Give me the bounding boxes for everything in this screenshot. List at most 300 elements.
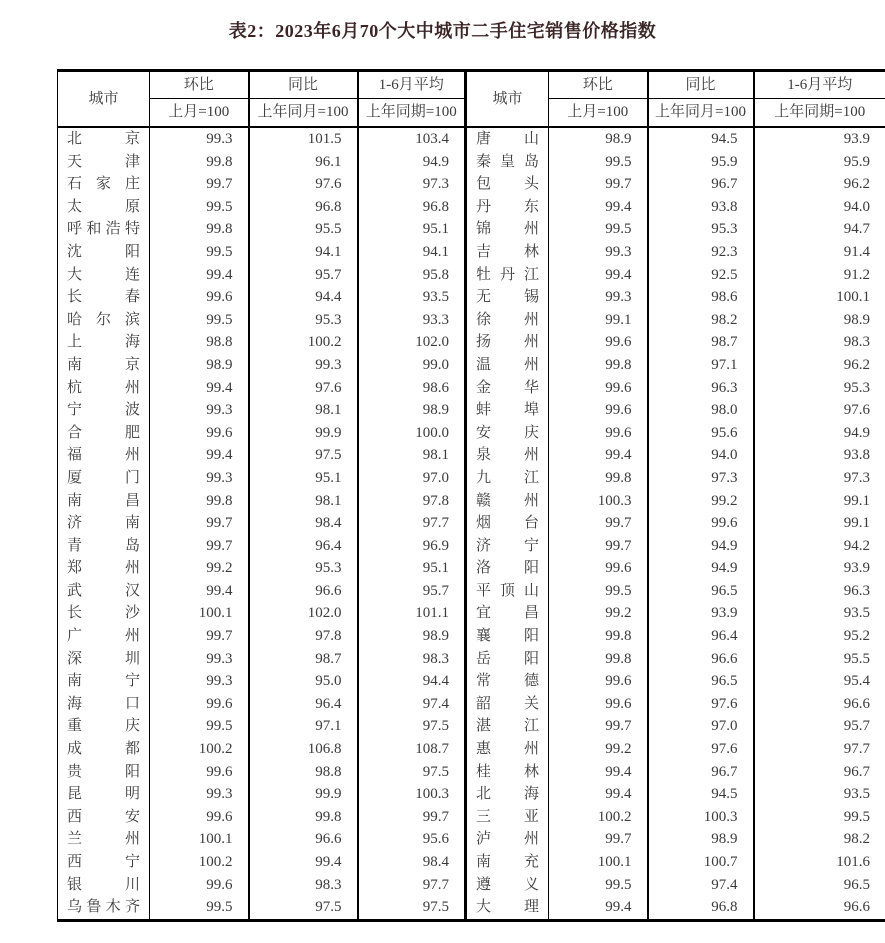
table-row bbox=[58, 173, 885, 196]
city-cell-left: 长春 bbox=[58, 286, 150, 309]
mom-cell-left: 99.3 bbox=[150, 783, 249, 806]
avg-cell-right: 95.7 bbox=[843, 718, 870, 735]
yoy-cell-left: 98.4 bbox=[249, 512, 358, 535]
city-cell-right: 包头 bbox=[466, 173, 549, 196]
table-row bbox=[58, 625, 885, 648]
yoy-cell-right: 96.8 bbox=[648, 896, 754, 920]
mom-cell-right: 98.9 bbox=[549, 127, 648, 151]
city-cell-left: 西宁 bbox=[58, 851, 150, 874]
table-row bbox=[58, 467, 885, 490]
avg-cell-right: 95.4 bbox=[843, 673, 870, 690]
header-avg-base-left: 上年同期=100 bbox=[358, 99, 466, 128]
avg-cell-left: 99.0 bbox=[358, 354, 466, 377]
mom-cell-right: 99.2 bbox=[549, 602, 648, 625]
avg-cell-left: 97.5 bbox=[358, 761, 466, 784]
avg-cell-right: 95.9 bbox=[843, 153, 870, 170]
city-cell-left: 青岛 bbox=[58, 535, 150, 558]
city-cell-left: 郑州 bbox=[58, 557, 150, 580]
yoy-cell-left: 96.1 bbox=[249, 151, 358, 174]
yoy-cell-right: 99.2 bbox=[648, 490, 754, 513]
yoy-cell-right: 94.5 bbox=[648, 783, 754, 806]
city-cell-left: 成都 bbox=[58, 738, 150, 761]
avg-cell-left: 95.6 bbox=[358, 828, 466, 851]
city-cell-right: 吉林 bbox=[466, 241, 549, 264]
table-row bbox=[58, 761, 885, 784]
city-cell-right: 蚌埠 bbox=[466, 399, 549, 422]
yoy-cell-right: 96.4 bbox=[648, 625, 754, 648]
mom-cell-right: 100.1 bbox=[549, 851, 648, 874]
avg-cell-left: 93.5 bbox=[358, 286, 466, 309]
table-header bbox=[58, 71, 885, 128]
yoy-cell-left: 96.6 bbox=[249, 828, 358, 851]
table-row bbox=[58, 512, 885, 535]
yoy-cell-left: 97.6 bbox=[249, 173, 358, 196]
yoy-cell-right: 97.6 bbox=[648, 738, 754, 761]
city-cell-right: 湛江 bbox=[466, 715, 549, 738]
table-row bbox=[58, 602, 885, 625]
city-cell-left: 北京 bbox=[58, 127, 150, 151]
yoy-cell-left: 98.1 bbox=[249, 399, 358, 422]
yoy-cell-right: 100.7 bbox=[648, 851, 754, 874]
mom-cell-left: 99.6 bbox=[150, 806, 249, 829]
city-cell-right: 三亚 bbox=[466, 806, 549, 829]
yoy-cell-left: 98.8 bbox=[249, 761, 358, 784]
mom-cell-left: 99.6 bbox=[150, 761, 249, 784]
city-cell-left: 沈阳 bbox=[58, 241, 150, 264]
avg-cell-right: 97.3 bbox=[843, 469, 870, 486]
avg-cell-left: 98.3 bbox=[358, 648, 466, 671]
mom-cell-right: 99.1 bbox=[549, 309, 648, 332]
avg-cell-left: 94.9 bbox=[358, 151, 466, 174]
city-cell-right: 安庆 bbox=[466, 422, 549, 445]
mom-cell-left: 100.2 bbox=[150, 851, 249, 874]
mom-cell-right: 99.8 bbox=[549, 625, 648, 648]
table-row bbox=[58, 444, 885, 467]
table-row bbox=[58, 648, 885, 671]
mom-cell-right: 99.6 bbox=[549, 399, 648, 422]
city-cell-right: 烟台 bbox=[466, 512, 549, 535]
header-city-right: 城市 bbox=[466, 71, 549, 128]
mom-cell-left: 100.2 bbox=[150, 738, 249, 761]
header-yoy-left: 同比 bbox=[249, 71, 358, 99]
avg-cell-left: 102.0 bbox=[358, 331, 466, 354]
mom-cell-right: 99.5 bbox=[549, 218, 648, 241]
city-cell-right: 南充 bbox=[466, 851, 549, 874]
city-cell-right: 岳阳 bbox=[466, 648, 549, 671]
mom-cell-right: 99.6 bbox=[549, 557, 648, 580]
table-row bbox=[58, 783, 885, 806]
yoy-cell-left: 97.6 bbox=[249, 377, 358, 400]
yoy-cell-right: 97.3 bbox=[648, 467, 754, 490]
avg-cell-left: 100.0 bbox=[358, 422, 466, 445]
avg-cell-right: 97.6 bbox=[843, 402, 870, 419]
header-mom-base-right: 上月=100 bbox=[549, 99, 648, 128]
city-cell-left: 南宁 bbox=[58, 670, 150, 693]
avg-cell-right: 95.3 bbox=[843, 379, 870, 396]
city-cell-right: 平顶山 bbox=[466, 580, 549, 603]
avg-cell-left: 98.1 bbox=[358, 444, 466, 467]
avg-cell-left: 97.7 bbox=[358, 512, 466, 535]
avg-cell-right: 93.9 bbox=[843, 131, 870, 147]
city-cell-right: 丹东 bbox=[466, 196, 549, 219]
yoy-cell-right: 96.7 bbox=[648, 761, 754, 784]
avg-cell-left: 95.8 bbox=[358, 264, 466, 287]
city-cell-left: 哈尔滨 bbox=[58, 309, 150, 332]
table-row bbox=[58, 715, 885, 738]
mom-cell-right: 99.4 bbox=[549, 783, 648, 806]
city-cell-right: 常德 bbox=[466, 670, 549, 693]
mom-cell-right: 99.4 bbox=[549, 196, 648, 219]
mom-cell-right: 99.6 bbox=[549, 693, 648, 716]
city-cell-right: 秦皇岛 bbox=[466, 151, 549, 174]
avg-cell-left: 100.3 bbox=[358, 783, 466, 806]
mom-cell-left: 99.5 bbox=[150, 241, 249, 264]
mom-cell-right: 99.5 bbox=[549, 874, 648, 897]
mom-cell-left: 98.8 bbox=[150, 331, 249, 354]
header-yoy-base-right: 上年同月=100 bbox=[648, 99, 754, 128]
table-row bbox=[58, 851, 885, 874]
table-row bbox=[58, 535, 885, 558]
yoy-cell-left: 99.9 bbox=[249, 422, 358, 445]
city-cell-left: 太原 bbox=[58, 196, 150, 219]
avg-cell-right: 98.2 bbox=[843, 831, 870, 848]
avg-cell-right: 96.5 bbox=[843, 876, 870, 893]
city-cell-left: 宁波 bbox=[58, 399, 150, 422]
city-cell-left: 福州 bbox=[58, 444, 150, 467]
yoy-cell-right: 98.9 bbox=[648, 828, 754, 851]
yoy-cell-left: 95.7 bbox=[249, 264, 358, 287]
table-row bbox=[58, 490, 885, 513]
city-cell-right: 赣州 bbox=[466, 490, 549, 513]
city-cell-left: 天津 bbox=[58, 151, 150, 174]
yoy-cell-left: 106.8 bbox=[249, 738, 358, 761]
avg-cell-right: 93.5 bbox=[843, 605, 870, 622]
city-cell-right: 遵义 bbox=[466, 874, 549, 897]
avg-cell-left: 95.1 bbox=[358, 218, 466, 241]
mom-cell-left: 99.5 bbox=[150, 309, 249, 332]
mom-cell-right: 99.6 bbox=[549, 377, 648, 400]
yoy-cell-right: 94.9 bbox=[648, 557, 754, 580]
mom-cell-left: 99.7 bbox=[150, 173, 249, 196]
table-row bbox=[58, 309, 885, 332]
mom-cell-left: 99.4 bbox=[150, 264, 249, 287]
table-row bbox=[58, 127, 885, 151]
yoy-cell-left: 94.1 bbox=[249, 241, 358, 264]
avg-cell-right: 101.6 bbox=[836, 854, 870, 870]
city-cell-right: 洛阳 bbox=[466, 557, 549, 580]
mom-cell-right: 99.3 bbox=[549, 241, 648, 264]
table-row bbox=[58, 264, 885, 287]
table-row bbox=[58, 806, 885, 829]
avg-cell-right: 98.3 bbox=[843, 334, 870, 351]
mom-cell-left: 99.6 bbox=[150, 874, 249, 897]
mom-cell-left: 99.3 bbox=[150, 127, 249, 151]
avg-cell-right: 94.2 bbox=[843, 537, 870, 554]
mom-cell-right: 99.4 bbox=[549, 444, 648, 467]
city-cell-left: 杭州 bbox=[58, 377, 150, 400]
yoy-cell-left: 98.1 bbox=[249, 490, 358, 513]
mom-cell-right: 99.7 bbox=[549, 512, 648, 535]
avg-cell-right: 91.4 bbox=[843, 243, 870, 260]
city-cell-right: 徐州 bbox=[466, 309, 549, 332]
avg-cell-right: 98.9 bbox=[843, 311, 870, 328]
table-row bbox=[58, 377, 885, 400]
avg-cell-right: 96.6 bbox=[843, 695, 870, 712]
mom-cell-right: 99.5 bbox=[549, 151, 648, 174]
mom-cell-left: 99.4 bbox=[150, 580, 249, 603]
city-cell-left: 石家庄 bbox=[58, 173, 150, 196]
avg-cell-right: 96.2 bbox=[843, 356, 870, 373]
yoy-cell-left: 99.3 bbox=[249, 354, 358, 377]
city-cell-left: 深圳 bbox=[58, 648, 150, 671]
city-cell-right: 韶关 bbox=[466, 693, 549, 716]
avg-cell-left: 103.4 bbox=[358, 127, 466, 151]
mom-cell-left: 99.3 bbox=[150, 670, 249, 693]
avg-cell-right: 96.2 bbox=[843, 176, 870, 193]
avg-cell-right: 96.6 bbox=[843, 899, 870, 916]
yoy-cell-left: 99.4 bbox=[249, 851, 358, 874]
avg-cell-right: 93.9 bbox=[843, 560, 870, 577]
yoy-cell-right: 93.8 bbox=[648, 196, 754, 219]
table-row bbox=[58, 874, 885, 897]
mom-cell-left: 99.7 bbox=[150, 625, 249, 648]
mom-cell-left: 99.3 bbox=[150, 467, 249, 490]
header-avg-right: 1-6月平均 bbox=[754, 71, 885, 99]
avg-cell-left: 98.4 bbox=[358, 851, 466, 874]
avg-cell-right: 94.7 bbox=[843, 221, 870, 238]
yoy-cell-right: 92.3 bbox=[648, 241, 754, 264]
mom-cell-left: 99.4 bbox=[150, 377, 249, 400]
city-cell-right: 唐山 bbox=[466, 127, 549, 151]
avg-cell-left: 98.9 bbox=[358, 399, 466, 422]
header-mom-right: 环比 bbox=[549, 71, 648, 99]
mom-cell-right: 99.3 bbox=[549, 286, 648, 309]
avg-cell-left: 96.9 bbox=[358, 535, 466, 558]
header-yoy-right: 同比 bbox=[648, 71, 754, 99]
city-cell-right: 金华 bbox=[466, 377, 549, 400]
yoy-cell-right: 97.4 bbox=[648, 874, 754, 897]
mom-cell-left: 99.6 bbox=[150, 422, 249, 445]
city-cell-right: 大理 bbox=[466, 896, 549, 920]
mom-cell-left: 99.7 bbox=[150, 535, 249, 558]
mom-cell-left: 99.3 bbox=[150, 648, 249, 671]
mom-cell-right: 99.4 bbox=[549, 264, 648, 287]
avg-cell-left: 97.5 bbox=[358, 715, 466, 738]
avg-cell-right: 99.5 bbox=[843, 808, 870, 825]
yoy-cell-left: 97.8 bbox=[249, 625, 358, 648]
avg-cell-right: 99.1 bbox=[843, 492, 870, 509]
table-row bbox=[58, 738, 885, 761]
city-cell-right: 惠州 bbox=[466, 738, 549, 761]
yoy-cell-left: 96.6 bbox=[249, 580, 358, 603]
yoy-cell-right: 100.3 bbox=[648, 806, 754, 829]
city-cell-left: 武汉 bbox=[58, 580, 150, 603]
yoy-cell-right: 93.9 bbox=[648, 602, 754, 625]
avg-cell-right: 94.0 bbox=[843, 198, 870, 215]
avg-cell-left: 97.3 bbox=[358, 173, 466, 196]
city-cell-left: 昆明 bbox=[58, 783, 150, 806]
city-cell-left: 长沙 bbox=[58, 602, 150, 625]
avg-cell-left: 96.8 bbox=[358, 196, 466, 219]
avg-cell-left: 94.4 bbox=[358, 670, 466, 693]
avg-cell-left: 97.4 bbox=[358, 693, 466, 716]
yoy-cell-right: 92.5 bbox=[648, 264, 754, 287]
yoy-cell-left: 97.1 bbox=[249, 715, 358, 738]
mom-cell-left: 99.6 bbox=[150, 693, 249, 716]
avg-cell-left: 98.6 bbox=[358, 377, 466, 400]
yoy-cell-left: 98.7 bbox=[249, 648, 358, 671]
table-row bbox=[58, 828, 885, 851]
avg-cell-right: 96.7 bbox=[843, 763, 870, 780]
mom-cell-right: 99.7 bbox=[549, 535, 648, 558]
mom-cell-left: 99.7 bbox=[150, 512, 249, 535]
city-cell-left: 大连 bbox=[58, 264, 150, 287]
avg-cell-left: 98.9 bbox=[358, 625, 466, 648]
city-cell-right: 无锡 bbox=[466, 286, 549, 309]
avg-cell-left: 97.5 bbox=[358, 896, 466, 920]
mom-cell-left: 99.5 bbox=[150, 196, 249, 219]
avg-cell-left: 95.1 bbox=[358, 557, 466, 580]
mom-cell-left: 99.8 bbox=[150, 218, 249, 241]
yoy-cell-left: 97.5 bbox=[249, 896, 358, 920]
table-row bbox=[58, 151, 885, 174]
yoy-cell-left: 96.4 bbox=[249, 693, 358, 716]
table-row bbox=[58, 580, 885, 603]
header-mom-left: 环比 bbox=[150, 71, 249, 99]
avg-cell-left: 95.7 bbox=[358, 580, 466, 603]
avg-cell-left: 108.7 bbox=[358, 738, 466, 761]
mom-cell-left: 99.6 bbox=[150, 286, 249, 309]
city-cell-left: 海口 bbox=[58, 693, 150, 716]
header-avg-base-right: 上年同期=100 bbox=[754, 99, 885, 128]
city-cell-left: 呼和浩特 bbox=[58, 218, 150, 241]
table-row bbox=[58, 896, 885, 920]
city-cell-right: 襄阳 bbox=[466, 625, 549, 648]
mom-cell-right: 99.6 bbox=[549, 422, 648, 445]
yoy-cell-right: 95.9 bbox=[648, 151, 754, 174]
mom-cell-left: 99.8 bbox=[150, 490, 249, 513]
avg-cell-right: 93.8 bbox=[843, 447, 870, 464]
yoy-cell-right: 95.3 bbox=[648, 218, 754, 241]
avg-cell-left: 99.7 bbox=[358, 806, 466, 829]
yoy-cell-right: 94.5 bbox=[648, 127, 754, 151]
mom-cell-right: 99.8 bbox=[549, 648, 648, 671]
mom-cell-right: 99.7 bbox=[549, 173, 648, 196]
page-title: 表2：2023年6月70个大中城市二手住宅销售价格指数 bbox=[228, 21, 657, 41]
city-cell-right: 扬州 bbox=[466, 331, 549, 354]
city-cell-right: 泸州 bbox=[466, 828, 549, 851]
mom-cell-right: 99.8 bbox=[549, 467, 648, 490]
yoy-cell-left: 100.2 bbox=[249, 331, 358, 354]
yoy-cell-left: 95.5 bbox=[249, 218, 358, 241]
avg-cell-right: 95.2 bbox=[843, 628, 870, 645]
yoy-cell-right: 95.6 bbox=[648, 422, 754, 445]
mom-cell-right: 99.7 bbox=[549, 715, 648, 738]
mom-cell-right: 99.7 bbox=[549, 828, 648, 851]
avg-cell-right: 100.1 bbox=[836, 289, 870, 306]
avg-cell-left: 101.1 bbox=[358, 602, 466, 625]
yoy-cell-left: 95.3 bbox=[249, 309, 358, 332]
table-row bbox=[58, 218, 885, 241]
header-yoy-base-left: 上年同月=100 bbox=[249, 99, 358, 128]
mom-cell-right: 99.2 bbox=[549, 738, 648, 761]
city-cell-left: 贵阳 bbox=[58, 761, 150, 784]
header-row-groups bbox=[58, 71, 885, 99]
yoy-cell-left: 102.0 bbox=[249, 602, 358, 625]
mom-cell-left: 99.5 bbox=[150, 896, 249, 920]
yoy-cell-right: 96.5 bbox=[648, 580, 754, 603]
mom-cell-left: 99.2 bbox=[150, 557, 249, 580]
yoy-cell-right: 96.7 bbox=[648, 173, 754, 196]
city-cell-left: 合肥 bbox=[58, 422, 150, 445]
yoy-cell-right: 99.6 bbox=[648, 512, 754, 535]
mom-cell-left: 99.3 bbox=[150, 399, 249, 422]
avg-cell-right: 94.9 bbox=[843, 424, 870, 441]
city-cell-left: 南京 bbox=[58, 354, 150, 377]
mom-cell-left: 99.4 bbox=[150, 444, 249, 467]
avg-cell-left: 97.0 bbox=[358, 467, 466, 490]
yoy-cell-right: 96.5 bbox=[648, 670, 754, 693]
yoy-cell-left: 95.1 bbox=[249, 467, 358, 490]
avg-cell-right: 97.7 bbox=[843, 741, 870, 758]
table-row bbox=[58, 241, 885, 264]
avg-cell-left: 94.1 bbox=[358, 241, 466, 264]
city-cell-right: 北海 bbox=[466, 783, 549, 806]
avg-cell-left: 97.8 bbox=[358, 490, 466, 513]
avg-cell-right: 95.5 bbox=[843, 650, 870, 667]
yoy-cell-left: 99.9 bbox=[249, 783, 358, 806]
header-avg-left: 1-6月平均 bbox=[358, 71, 466, 99]
avg-cell-right: 93.5 bbox=[843, 786, 870, 803]
table-row bbox=[58, 196, 885, 219]
yoy-cell-right: 97.1 bbox=[648, 354, 754, 377]
yoy-cell-right: 94.9 bbox=[648, 535, 754, 558]
table-row bbox=[58, 331, 885, 354]
header-mom-base-left: 上月=100 bbox=[150, 99, 249, 128]
avg-cell-right: 96.3 bbox=[843, 582, 870, 599]
yoy-cell-left: 101.5 bbox=[249, 127, 358, 151]
table-row bbox=[58, 422, 885, 445]
avg-cell-left: 97.7 bbox=[358, 874, 466, 897]
yoy-cell-left: 94.4 bbox=[249, 286, 358, 309]
table-row bbox=[58, 670, 885, 693]
mom-cell-right: 99.8 bbox=[549, 354, 648, 377]
city-cell-right: 宜昌 bbox=[466, 602, 549, 625]
yoy-cell-right: 97.0 bbox=[648, 715, 754, 738]
city-cell-left: 兰州 bbox=[58, 828, 150, 851]
table-row bbox=[58, 693, 885, 716]
price-index-table bbox=[57, 69, 885, 922]
mom-cell-right: 100.2 bbox=[549, 806, 648, 829]
yoy-cell-left: 99.8 bbox=[249, 806, 358, 829]
table-row bbox=[58, 557, 885, 580]
mom-cell-left: 98.9 bbox=[150, 354, 249, 377]
city-cell-right: 济宁 bbox=[466, 535, 549, 558]
mom-cell-right: 99.6 bbox=[549, 670, 648, 693]
city-cell-right: 温州 bbox=[466, 354, 549, 377]
city-cell-right: 泉州 bbox=[466, 444, 549, 467]
yoy-cell-right: 97.6 bbox=[648, 693, 754, 716]
city-cell-left: 厦门 bbox=[58, 467, 150, 490]
avg-cell-right: 91.2 bbox=[843, 266, 870, 283]
city-cell-right: 牡丹江 bbox=[466, 264, 549, 287]
yoy-cell-left: 98.3 bbox=[249, 874, 358, 897]
table-row bbox=[58, 286, 885, 309]
city-cell-left: 上海 bbox=[58, 331, 150, 354]
mom-cell-left: 100.1 bbox=[150, 828, 249, 851]
city-cell-left: 重庆 bbox=[58, 715, 150, 738]
avg-cell-left: 93.3 bbox=[358, 309, 466, 332]
